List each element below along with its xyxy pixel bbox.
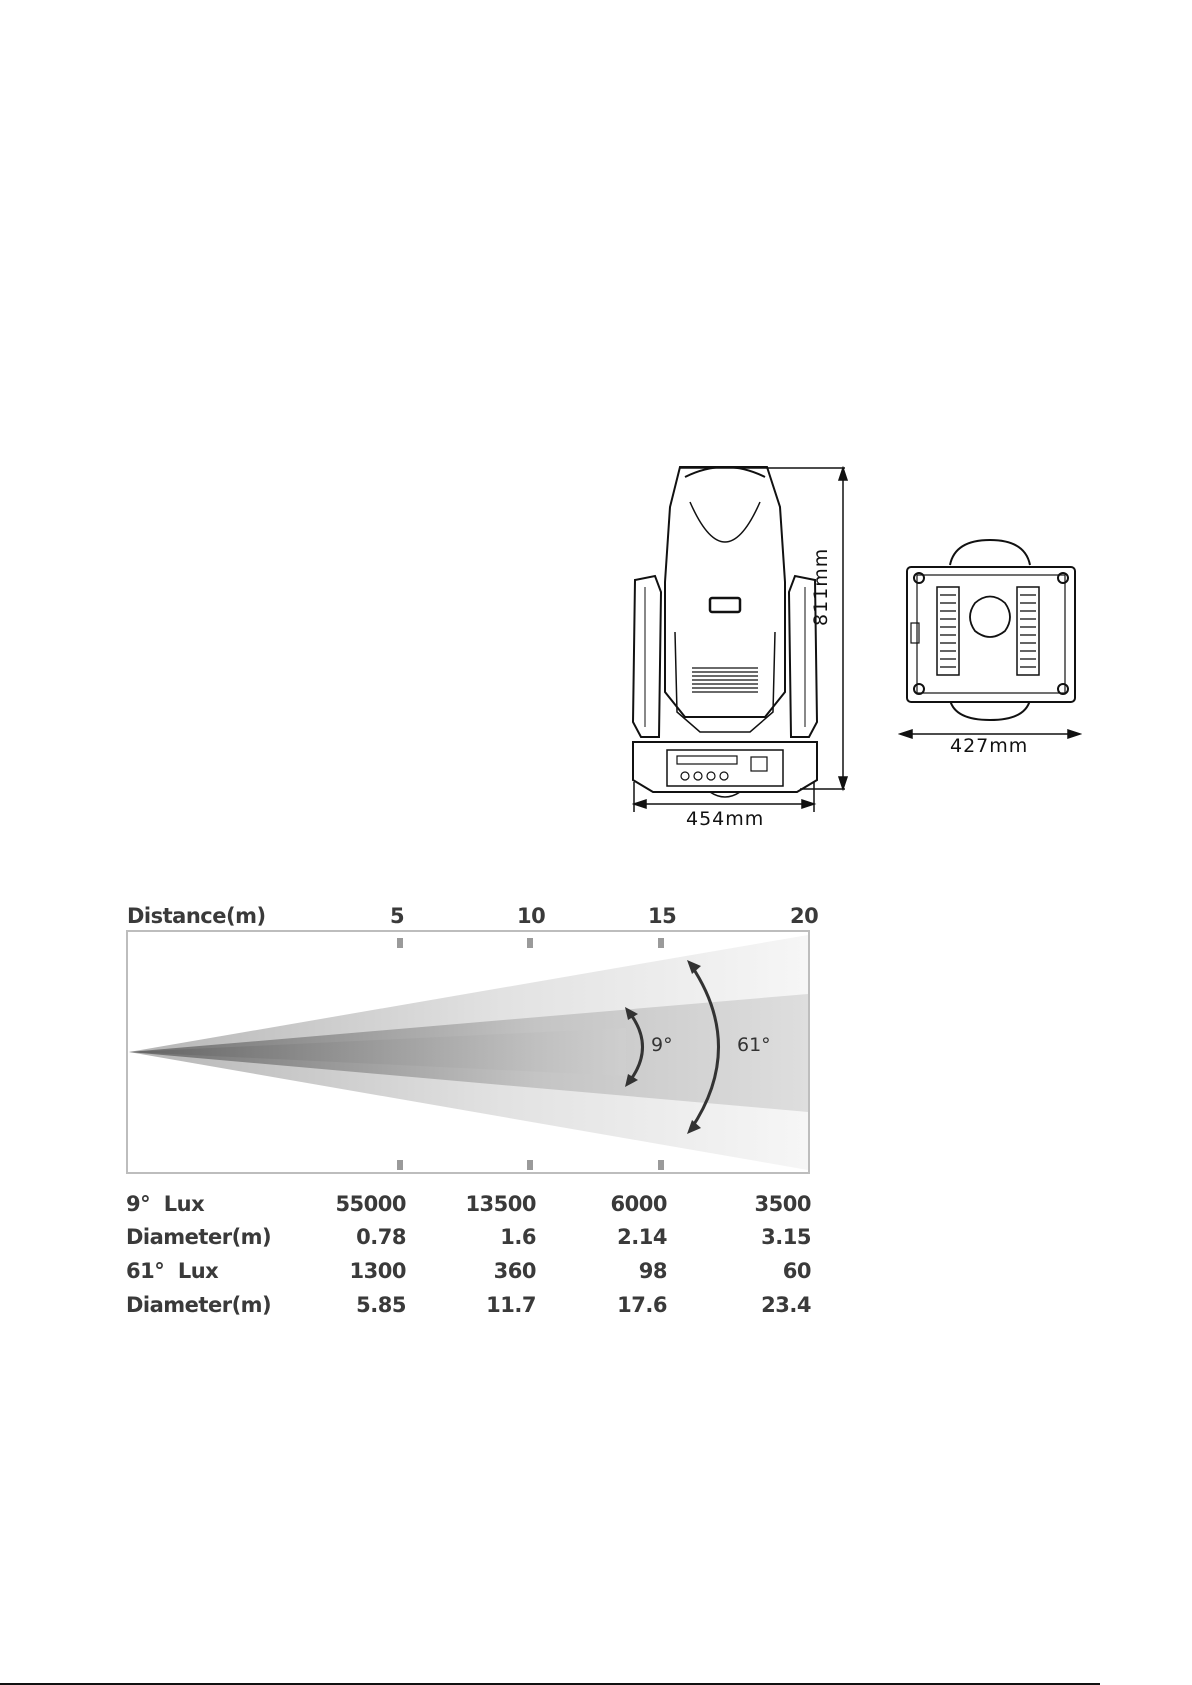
row-value: 5.85 — [356, 1293, 406, 1317]
row-value: 3.15 — [761, 1225, 811, 1249]
row-value: 11.7 — [486, 1293, 536, 1317]
wide-angle-label: 61° — [737, 1034, 771, 1056]
row-value: 2.14 — [617, 1225, 667, 1249]
beam-diagram — [126, 930, 812, 1176]
row-value: 6000 — [610, 1192, 667, 1216]
distance-tick-15: 15 — [648, 904, 677, 928]
row-value: 360 — [493, 1259, 536, 1283]
row-value: 60 — [782, 1259, 811, 1283]
row-label: Diameter(m) — [126, 1225, 272, 1249]
distance-label: Distance(m) — [127, 904, 266, 928]
row-value: 1300 — [349, 1259, 406, 1283]
row-value: 13500 — [465, 1192, 536, 1216]
row-value: 55000 — [335, 1192, 406, 1216]
row-value: 23.4 — [761, 1293, 811, 1317]
front-width-label: 454mm — [686, 808, 765, 830]
narrow-angle-label: 9° — [651, 1034, 673, 1056]
row-label: 61° Lux — [126, 1259, 219, 1283]
row-value: 1.6 — [500, 1225, 536, 1249]
distance-tick-5: 5 — [390, 904, 405, 928]
row-label: Diameter(m) — [126, 1293, 272, 1317]
fixture-top-view — [895, 535, 1085, 725]
row-value: 0.78 — [356, 1225, 406, 1249]
row-value: 17.6 — [617, 1293, 667, 1317]
distance-tick-20: 20 — [790, 904, 819, 928]
height-label: 811mm — [810, 547, 832, 626]
distance-tick-10: 10 — [517, 904, 546, 928]
height-dimension-line — [680, 466, 850, 796]
row-value: 3500 — [754, 1192, 811, 1216]
top-width-label: 427mm — [950, 735, 1029, 757]
row-value: 98 — [638, 1259, 667, 1283]
row-label: 9° Lux — [126, 1192, 205, 1216]
